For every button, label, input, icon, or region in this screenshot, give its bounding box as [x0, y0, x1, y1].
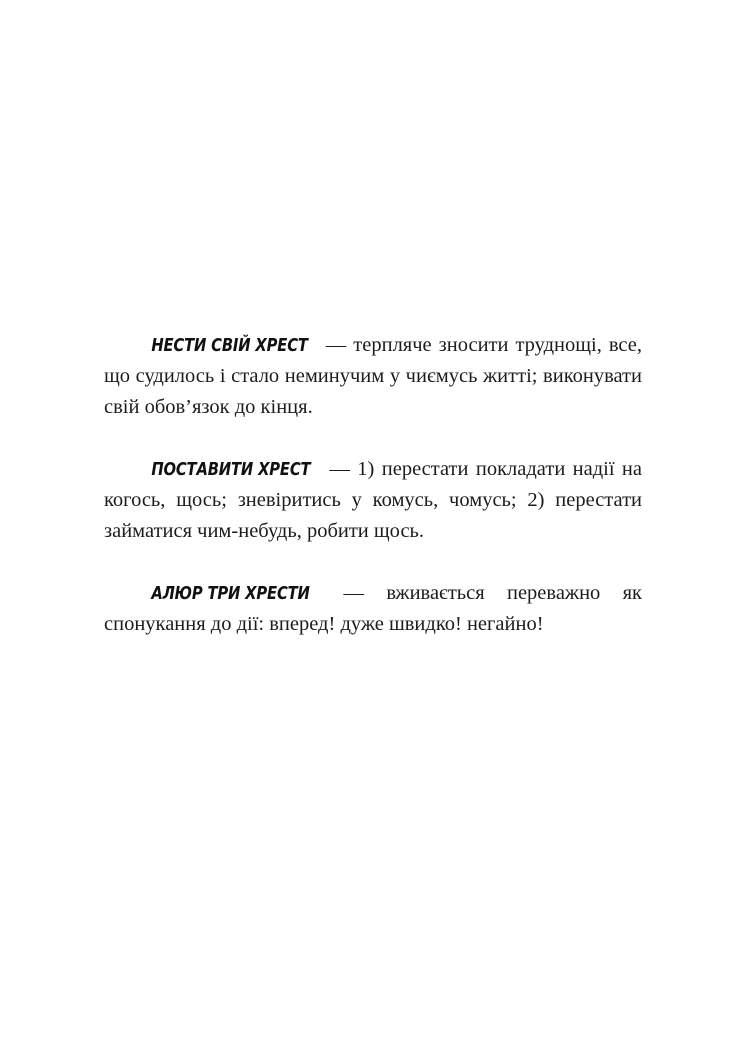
idiom-definition: — вживається переважно як спонукання до дії: вперед! дуже швидко! негайно! — [104, 582, 642, 635]
idiom-entry — [104, 330, 642, 423]
idiom-term: АЛЮР ТРИ ХРЕСТИ — [151, 583, 310, 604]
idiom-entry — [104, 578, 642, 640]
idiom-entry — [104, 454, 642, 547]
idiom-definition: — 1) перестати покладати надії на когось, щось; зневіритись у комусь, чомусь; 2) перестати займатися чим-небудь, робити щось. — [104, 458, 642, 542]
idiom-term: ПОСТАВИТИ ХРЕСТ — [151, 459, 311, 480]
idiom-term: НЕСТИ СВІЙ ХРЕСТ — [151, 335, 308, 356]
idiom-entries — [104, 330, 642, 671]
idiom-definition: — терпляче зносити труднощі, все, що судилось і стало неминучим у чиємусь житті; виконувати свій обов’язок до кінця. — [104, 334, 642, 418]
